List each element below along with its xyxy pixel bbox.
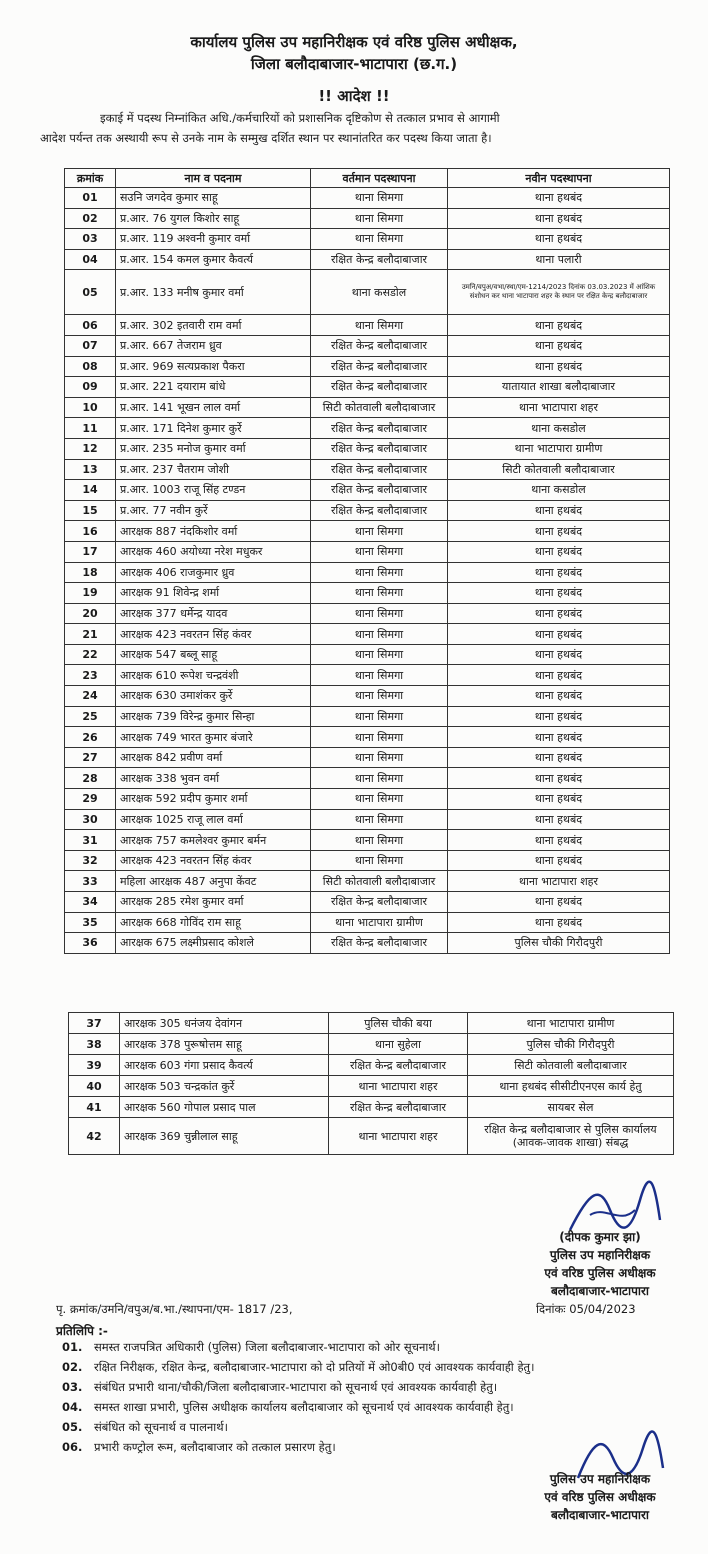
cell-name: आरक्षक 1025 राजू लाल वर्मा	[116, 809, 311, 830]
cell-name: आरक्षक 338 भुवन वर्मा	[116, 768, 311, 789]
table-row	[65, 850, 670, 871]
cell-serial: 02	[65, 208, 116, 229]
cell-new-posting: थाना हथबंद	[448, 208, 670, 229]
cell-serial: 26	[65, 727, 116, 748]
cell-serial: 35	[65, 912, 116, 933]
cell-name: प्र.आर. 133 मनीष कुमार वर्मा	[116, 270, 311, 315]
cell-current-posting: रक्षित केन्द्र बलौदाबाजार	[311, 335, 448, 356]
cell-name: प्र.आर. 302 इतवारी राम वर्मा	[116, 315, 311, 336]
signatory-name: (दीपक कुमार झा)	[559, 1230, 641, 1244]
cell-serial: 37	[69, 1013, 120, 1034]
cell-name: आरक्षक 560 गोपाल प्रसाद पाल	[120, 1097, 329, 1118]
cell-new-posting: थाना भाटापारा ग्रामीण	[448, 438, 670, 459]
cell-current-posting: रक्षित केन्द्र बलौदाबाजार	[311, 249, 448, 270]
cell-serial: 32	[65, 850, 116, 871]
cell-current-posting: रक्षित केन्द्र बलौदाबाजार	[329, 1097, 468, 1118]
table-row	[65, 665, 670, 686]
header-name: नाम व पदनाम	[116, 169, 311, 188]
cell-current-posting: रक्षित केन्द्र बलौदाबाजार	[311, 377, 448, 398]
cell-serial: 28	[65, 768, 116, 789]
cell-serial: 09	[65, 377, 116, 398]
cell-serial: 41	[69, 1097, 120, 1118]
copy-item	[62, 1360, 702, 1380]
table-row	[69, 1013, 674, 1034]
cell-new-posting: थाना हथबंद	[448, 706, 670, 727]
cell-name: प्र.आर. 235 मनोज कुमार वर्मा	[116, 438, 311, 459]
cell-current-posting: थाना सिमगा	[311, 541, 448, 562]
cell-new-posting: थाना पलारी	[448, 249, 670, 270]
cell-current-posting: थाना सिमगा	[311, 789, 448, 810]
cell-serial: 20	[65, 603, 116, 624]
table-row	[65, 912, 670, 933]
cell-current-posting: थाना सिमगा	[311, 665, 448, 686]
cell-current-posting: थाना सिमगा	[311, 315, 448, 336]
table-row	[65, 521, 670, 542]
cell-new-posting: उमनि/वपुअ/वभा/स्था/एम-1214/2023 दिनांक 03.03.2023 में आंशिक संशोधन कर थाना भाटापारा शहर के स्थान पर रक्षित केन्द्र बलौदाबाजार	[448, 270, 670, 315]
cell-current-posting: रक्षित केन्द्र बलौदाबाजार	[311, 438, 448, 459]
cell-current-posting: थाना सिमगा	[311, 603, 448, 624]
cell-new-posting: थाना हथबंद	[448, 188, 670, 209]
cell-serial: 06	[65, 315, 116, 336]
copy-item	[62, 1400, 702, 1420]
cell-serial: 29	[65, 789, 116, 810]
table-row	[65, 229, 670, 250]
signature-block	[500, 1228, 700, 1300]
cell-name: आरक्षक 285 रमेश कुमार वर्मा	[116, 892, 311, 913]
cell-current-posting: थाना सिमगा	[311, 624, 448, 645]
cell-new-posting: थाना हथबंद	[448, 644, 670, 665]
cell-serial: 19	[65, 583, 116, 604]
cell-new-posting: पुलिस चौकी गिरौदपुरी	[448, 933, 670, 954]
cell-new-posting: थाना हथबंद	[448, 500, 670, 521]
cell-new-posting: थाना हथबंद	[448, 727, 670, 748]
table-row	[65, 541, 670, 562]
cell-new-posting: थाना हथबंद	[448, 315, 670, 336]
cell-serial: 07	[65, 335, 116, 356]
copy-number: 02.	[62, 1360, 83, 1374]
cell-current-posting: थाना सिमगा	[311, 208, 448, 229]
cell-name: आरक्षक 406 राजकुमार ध्रुव	[116, 562, 311, 583]
order-title: !! आदेश !!	[318, 87, 390, 105]
cell-new-posting: थाना हथबंद	[448, 541, 670, 562]
copy-item	[62, 1380, 702, 1400]
cell-current-posting: थाना सिमगा	[311, 521, 448, 542]
table-row	[65, 335, 670, 356]
cell-name: आरक्षक 675 लक्ष्मीप्रसाद कोशले	[116, 933, 311, 954]
signatory-district: बलौदाबाजार-भाटापारा	[550, 1284, 650, 1298]
table-row	[65, 459, 670, 480]
cell-current-posting: सिटी कोतवाली बलौदाबाजार	[311, 871, 448, 892]
cell-serial: 39	[69, 1055, 120, 1076]
cell-serial: 16	[65, 521, 116, 542]
cell-name: प्र.आर. 237 चैतराम जोशी	[116, 459, 311, 480]
cell-new-posting: थाना हथबंद	[448, 562, 670, 583]
header-sn: क्रमांक	[65, 169, 116, 188]
cell-new-posting: सिटी कोतवाली बलौदाबाजार	[468, 1055, 674, 1076]
cell-name: आरक्षक 757 कमलेश्वर कुमार बर्मन	[116, 830, 311, 851]
cell-name: आरक्षक 377 धर्मेन्द्र यादव	[116, 603, 311, 624]
cell-new-posting: थाना हथबंद	[448, 686, 670, 707]
cell-current-posting: थाना सिमगा	[311, 830, 448, 851]
cell-name: प्र.आर. 77 नवीन कुर्रे	[116, 500, 311, 521]
cell-serial: 23	[65, 665, 116, 686]
cell-new-posting: थाना हथबंद	[448, 665, 670, 686]
intro-line-1: इकाई में पदस्थ निम्नांकित अधि./कर्मचारियों को प्रशासनिक दृष्टिकोण से तत्काल प्रभाव से आगामी	[100, 111, 500, 125]
office-heading: कार्यालय पुलिस उप महानिरीक्षक एवं वरिष्ठ पुलिस अधीक्षक,	[190, 33, 518, 51]
cell-current-posting: पुलिस चौकी बया	[329, 1013, 468, 1034]
table-row	[65, 644, 670, 665]
order-intro	[40, 108, 680, 148]
cell-name: प्र.आर. 76 युगल किशोर साहू	[116, 208, 311, 229]
copy-text: समस्त राजपत्रित अधिकारी (पुलिस) जिला बलौदाबाजार-भाटापारा को ओर सूचनार्थ।	[94, 1340, 441, 1354]
table-row	[65, 562, 670, 583]
cell-name: महिला आरक्षक 487 अनुपा केंवट	[116, 871, 311, 892]
transfer-table-continued	[68, 1012, 674, 1155]
table-row	[65, 686, 670, 707]
cell-current-posting: थाना भाटापारा ग्रामीण	[311, 912, 448, 933]
table-row	[69, 1097, 674, 1118]
table-row	[65, 933, 670, 954]
cell-new-posting: सायबर सेल	[468, 1097, 674, 1118]
cell-new-posting: यातायात शाखा बलौदाबाजार	[448, 377, 670, 398]
cell-serial: 13	[65, 459, 116, 480]
cell-serial: 01	[65, 188, 116, 209]
district-heading: जिला बलौदाबाजार-भाटापारा (छ.ग.)	[250, 55, 458, 73]
cell-name: आरक्षक 503 चन्द्रकांत कुर्रे	[120, 1076, 329, 1097]
table-row	[69, 1034, 674, 1055]
cell-serial: 24	[65, 686, 116, 707]
cell-current-posting: थाना सिमगा	[311, 706, 448, 727]
signatory2-designation-2: एवं वरिष्ठ पुलिस अधीक्षक	[544, 1490, 656, 1504]
cell-serial: 08	[65, 356, 116, 377]
cell-current-posting: रक्षित केन्द्र बलौदाबाजार	[311, 480, 448, 501]
cell-serial: 42	[69, 1118, 120, 1155]
cell-current-posting: थाना भाटापारा शहर	[329, 1076, 468, 1097]
table-row	[69, 1076, 674, 1097]
cell-current-posting: थाना सिमगा	[311, 583, 448, 604]
cell-name: आरक्षक 592 प्रदीप कुमार शर्मा	[116, 789, 311, 810]
cell-name: आरक्षक 668 गोविंद राम साहू	[116, 912, 311, 933]
copy-number: 04.	[62, 1400, 83, 1414]
cell-name: आरक्षक 305 धनंजय देवांगन	[120, 1013, 329, 1034]
cell-new-posting: थाना हथबंद	[448, 521, 670, 542]
cell-new-posting: थाना हथबंद	[448, 335, 670, 356]
intro-line-2: आदेश पर्यन्त तक अस्थायी रूप से उनके नाम के सम्मुख दर्शित स्थान पर स्थानांतरित कर पदस्थ किया जाता है।	[40, 131, 492, 145]
cell-new-posting: थाना हथबंद	[448, 583, 670, 604]
cell-current-posting: थाना सिमगा	[311, 850, 448, 871]
cell-current-posting: रक्षित केन्द्र बलौदाबाजार	[311, 933, 448, 954]
cell-serial: 22	[65, 644, 116, 665]
cell-serial: 04	[65, 249, 116, 270]
cell-current-posting: रक्षित केन्द्र बलौदाबाजार	[311, 356, 448, 377]
table-row	[65, 809, 670, 830]
cell-current-posting: थाना सिमगा	[311, 686, 448, 707]
table-row	[65, 438, 670, 459]
cell-new-posting: थाना हथबंद	[448, 603, 670, 624]
cell-current-posting: रक्षित केन्द्र बलौदाबाजार	[311, 892, 448, 913]
table-row	[65, 418, 670, 439]
cell-serial: 14	[65, 480, 116, 501]
header-current-posting: वर्तमान पदस्थापना	[311, 169, 448, 188]
cell-serial: 18	[65, 562, 116, 583]
signatory2-district: बलौदाबाजार-भाटापारा	[550, 1508, 650, 1522]
cell-current-posting: सिटी कोतवाली बलौदाबाजार	[311, 397, 448, 418]
cell-name: प्र.आर. 221 दयाराम बांधे	[116, 377, 311, 398]
cell-new-posting: थाना हथबंद	[448, 850, 670, 871]
cell-new-posting: थाना कसडोल	[448, 418, 670, 439]
cell-name: प्र.आर. 667 तेजराम ध्रुव	[116, 335, 311, 356]
cell-new-posting: थाना हथबंद	[448, 789, 670, 810]
cell-new-posting: थाना हथबंद	[448, 229, 670, 250]
copy-text: रक्षित निरीक्षक, रक्षित केन्द्र, बलौदाबाजार-भाटापारा को दो प्रतियों में ओ0बी0 एवं आवश्यक कार्यवाही हेतु।	[94, 1360, 535, 1374]
table-row	[65, 270, 670, 315]
signature-block-2	[500, 1470, 700, 1524]
cell-current-posting: थाना सिमगा	[311, 809, 448, 830]
cell-name: आरक्षक 423 नवरतन सिंह कंवर	[116, 624, 311, 645]
cell-new-posting: थाना हथबंद	[448, 892, 670, 913]
table-row	[65, 706, 670, 727]
copy-text: संबंधित को सूचनार्थ व पालनार्थ।	[94, 1420, 228, 1434]
reference-number: पृ. क्रमांक/उमनि/वपुअ/ब.भा./स्थापना/एम- 1817 /23,	[56, 1302, 293, 1316]
cell-serial: 38	[69, 1034, 120, 1055]
cell-serial: 31	[65, 830, 116, 851]
cell-current-posting: थाना भाटापारा शहर	[329, 1118, 468, 1155]
cell-name: प्र.आर. 119 अश्वनी कुमार वर्मा	[116, 229, 311, 250]
cell-name: आरक्षक 842 प्रवीण वर्मा	[116, 747, 311, 768]
cell-new-posting: थाना हथबंद	[448, 768, 670, 789]
cell-name: आरक्षक 610 रूपेश चन्द्रवंशी	[116, 665, 311, 686]
cell-current-posting: रक्षित केन्द्र बलौदाबाजार	[311, 500, 448, 521]
reference-date: दिनांकः 05/04/2023	[536, 1302, 636, 1316]
table-row	[65, 583, 670, 604]
cell-new-posting: थाना कसडोल	[448, 480, 670, 501]
cell-name: प्र.आर. 141 भूखन लाल वर्मा	[116, 397, 311, 418]
table-row	[65, 188, 670, 209]
cell-current-posting: थाना सिमगा	[311, 562, 448, 583]
header-new-posting: नवीन पदस्थापना	[448, 169, 670, 188]
table-row	[65, 747, 670, 768]
signatory2-designation-1: पुलिस उप महानिरीक्षक	[549, 1472, 651, 1486]
table-row	[65, 789, 670, 810]
cell-current-posting: थाना सिमगा	[311, 768, 448, 789]
cell-name: आरक्षक 423 नवरतन सिंह कंवर	[116, 850, 311, 871]
copy-text: संबंधित प्रभारी थाना/चौकी/जिला बलौदाबाजार-भाटापारा को सूचनार्थ एवं आवश्यक कार्यवाही हेतु।	[94, 1380, 498, 1394]
cell-serial: 21	[65, 624, 116, 645]
cell-current-posting: थाना सिमगा	[311, 188, 448, 209]
cell-serial: 36	[65, 933, 116, 954]
table-row	[65, 249, 670, 270]
cell-serial: 33	[65, 871, 116, 892]
cell-name: आरक्षक 749 भारत कुमार बंजारे	[116, 727, 311, 748]
copy-text: प्रभारी कण्ट्रोल रूम, बलौदाबाजार को तत्काल प्रसारण हेतु।	[94, 1440, 336, 1454]
cell-serial: 12	[65, 438, 116, 459]
copy-number: 06.	[62, 1440, 83, 1454]
cell-name: आरक्षक 369 चुन्नीलाल साहू	[120, 1118, 329, 1155]
cell-name: आरक्षक 630 उमाशंकर कुर्रे	[116, 686, 311, 707]
cell-name: आरक्षक 91 शिवेन्द्र शर्मा	[116, 583, 311, 604]
cell-new-posting: थाना हथबंद सीसीटीएनएस कार्य हेतु	[468, 1076, 674, 1097]
cell-new-posting: थाना हथबंद	[448, 830, 670, 851]
table-row	[69, 1055, 674, 1076]
cell-new-posting: थाना हथबंद	[448, 356, 670, 377]
cell-new-posting: थाना भाटापारा शहर	[448, 397, 670, 418]
cell-serial: 17	[65, 541, 116, 562]
cell-serial: 05	[65, 270, 116, 315]
cell-name: आरक्षक 378 पुरूषोत्तम साहू	[120, 1034, 329, 1055]
cell-serial: 25	[65, 706, 116, 727]
cell-serial: 34	[65, 892, 116, 913]
transfer-table	[64, 168, 670, 954]
cell-new-posting: रक्षित केन्द्र बलौदाबाजार से पुलिस कार्यालय (आवक-जावक शाखा) संबद्ध	[468, 1118, 674, 1155]
table-row	[65, 768, 670, 789]
table-row	[65, 377, 670, 398]
copy-item	[62, 1340, 702, 1360]
table-row	[65, 356, 670, 377]
table-row	[65, 892, 670, 913]
table-row	[69, 1118, 674, 1155]
table-row	[65, 830, 670, 851]
table-row	[65, 871, 670, 892]
table-row	[65, 603, 670, 624]
cell-current-posting: थाना कसडोल	[311, 270, 448, 315]
table-row	[65, 480, 670, 501]
cell-current-posting: रक्षित केन्द्र बलौदाबाजार	[311, 418, 448, 439]
cell-serial: 10	[65, 397, 116, 418]
cell-new-posting: पुलिस चौकी गिरौदपुरी	[468, 1034, 674, 1055]
copy-number: 03.	[62, 1380, 83, 1394]
copy-text: समस्त शाखा प्रभारी, पुलिस अधीक्षक कार्यालय बलौदाबाजार को सूचनार्थ एवं आवश्यक कार्यवाही हेतु।	[94, 1400, 514, 1414]
cell-new-posting: सिटी कोतवाली बलौदाबाजार	[448, 459, 670, 480]
cell-current-posting: रक्षित केन्द्र बलौदाबाजार	[329, 1055, 468, 1076]
cell-serial: 15	[65, 500, 116, 521]
cell-name: आरक्षक 887 नंदकिशोर वर्मा	[116, 521, 311, 542]
cell-name: आरक्षक 460 अयोध्या नरेश मधुकर	[116, 541, 311, 562]
signatory-designation-1: पुलिस उप महानिरीक्षक	[549, 1248, 651, 1262]
cell-current-posting: थाना सिमगा	[311, 727, 448, 748]
cell-serial: 03	[65, 229, 116, 250]
signatory-designation-2: एवं वरिष्ठ पुलिस अधीक्षक	[544, 1266, 656, 1280]
table-row	[65, 397, 670, 418]
cell-name: आरक्षक 603 गंगा प्रसाद कैवर्त्य	[120, 1055, 329, 1076]
cell-serial: 27	[65, 747, 116, 768]
table-row	[65, 315, 670, 336]
cell-current-posting: थाना सुहेला	[329, 1034, 468, 1055]
cell-current-posting: थाना सिमगा	[311, 229, 448, 250]
cell-name: प्र.आर. 154 कमल कुमार कैवर्त्य	[116, 249, 311, 270]
cell-name: प्र.आर. 171 दिनेश कुमार कुर्रे	[116, 418, 311, 439]
copy-number: 05.	[62, 1420, 83, 1434]
copies-title: प्रतिलिपि :-	[56, 1324, 108, 1338]
cell-current-posting: रक्षित केन्द्र बलौदाबाजार	[311, 459, 448, 480]
cell-serial: 11	[65, 418, 116, 439]
cell-name: प्र.आर. 969 सत्यप्रकाश पैकरा	[116, 356, 311, 377]
cell-serial: 30	[65, 809, 116, 830]
table-header-row	[65, 169, 670, 188]
copy-number: 01.	[62, 1340, 83, 1354]
cell-new-posting: थाना हथबंद	[448, 912, 670, 933]
cell-new-posting: थाना हथबंद	[448, 809, 670, 830]
cell-new-posting: थाना हथबंद	[448, 747, 670, 768]
table-row	[65, 727, 670, 748]
cell-new-posting: थाना हथबंद	[448, 624, 670, 645]
reference-line	[56, 1302, 706, 1317]
cell-new-posting: थाना भाटापारा शहर	[448, 871, 670, 892]
table-row	[65, 208, 670, 229]
cell-serial: 40	[69, 1076, 120, 1097]
cell-current-posting: थाना सिमगा	[311, 747, 448, 768]
cell-name: आरक्षक 547 बब्लू साहू	[116, 644, 311, 665]
table-row	[65, 624, 670, 645]
cell-name: सउनि जगदेव कुमार साहू	[116, 188, 311, 209]
cell-name: प्र.आर. 1003 राजू सिंह टण्डन	[116, 480, 311, 501]
cell-new-posting: थाना भाटापारा ग्रामीण	[468, 1013, 674, 1034]
cell-name: आरक्षक 739 विरेन्द्र कुमार सिन्हा	[116, 706, 311, 727]
cell-current-posting: थाना सिमगा	[311, 644, 448, 665]
table-row	[65, 500, 670, 521]
